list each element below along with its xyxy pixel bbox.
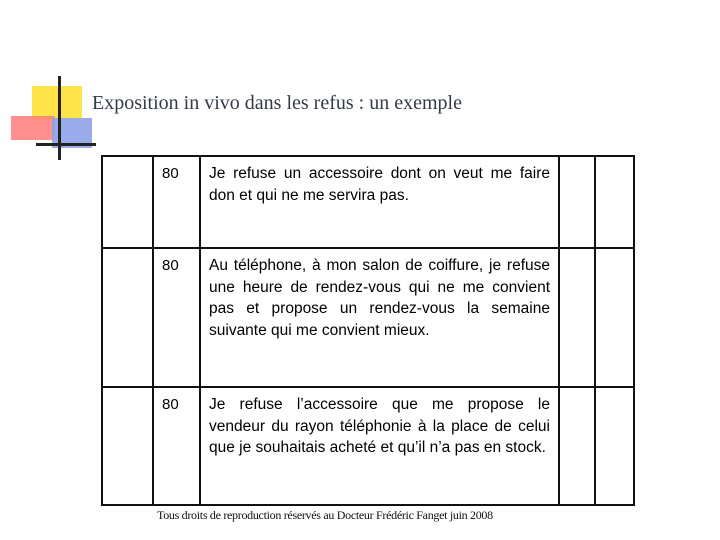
situation-cell: Je refuse un accessoire dont on veut me faire don et qui ne me servira pas. [200, 156, 559, 248]
copyright-footer: Tous droits de reproduction réservés au Docteur Frédéric Fanget juin 2008 [157, 508, 493, 522]
empty-cell [595, 387, 634, 505]
slide-title: Exposition in vivo dans les refus : un exemple [92, 92, 462, 114]
score-cell: 80 [153, 387, 200, 505]
empty-cell [595, 156, 634, 248]
empty-cell [102, 387, 153, 505]
empty-cell [102, 156, 153, 248]
exposure-table [101, 155, 635, 506]
decor-red-square [11, 116, 55, 140]
decor-vertical-line [58, 76, 61, 160]
empty-cell [559, 248, 595, 387]
empty-cell [102, 248, 153, 387]
situation-cell: Au téléphone, à mon salon de coiffure, je refuse une heure de rendez-vous qui ne me convient pas et propose un rendez-vous la semaine suivante qui me convient mieux. [200, 248, 559, 387]
situation-cell: Je refuse l’accessoire que me propose le vendeur du rayon téléphonie à la place de celui que je souhaitais acheté et qu’il n’a pas en stock. [200, 387, 559, 505]
empty-cell [559, 387, 595, 505]
table-row [102, 387, 634, 505]
table-row [102, 248, 634, 387]
empty-cell [595, 248, 634, 387]
score-cell: 80 [153, 156, 200, 248]
decor-horizontal-line [36, 143, 96, 146]
table-row [102, 156, 634, 248]
score-cell: 80 [153, 248, 200, 387]
decor-yellow-square [32, 86, 82, 120]
empty-cell [559, 156, 595, 248]
